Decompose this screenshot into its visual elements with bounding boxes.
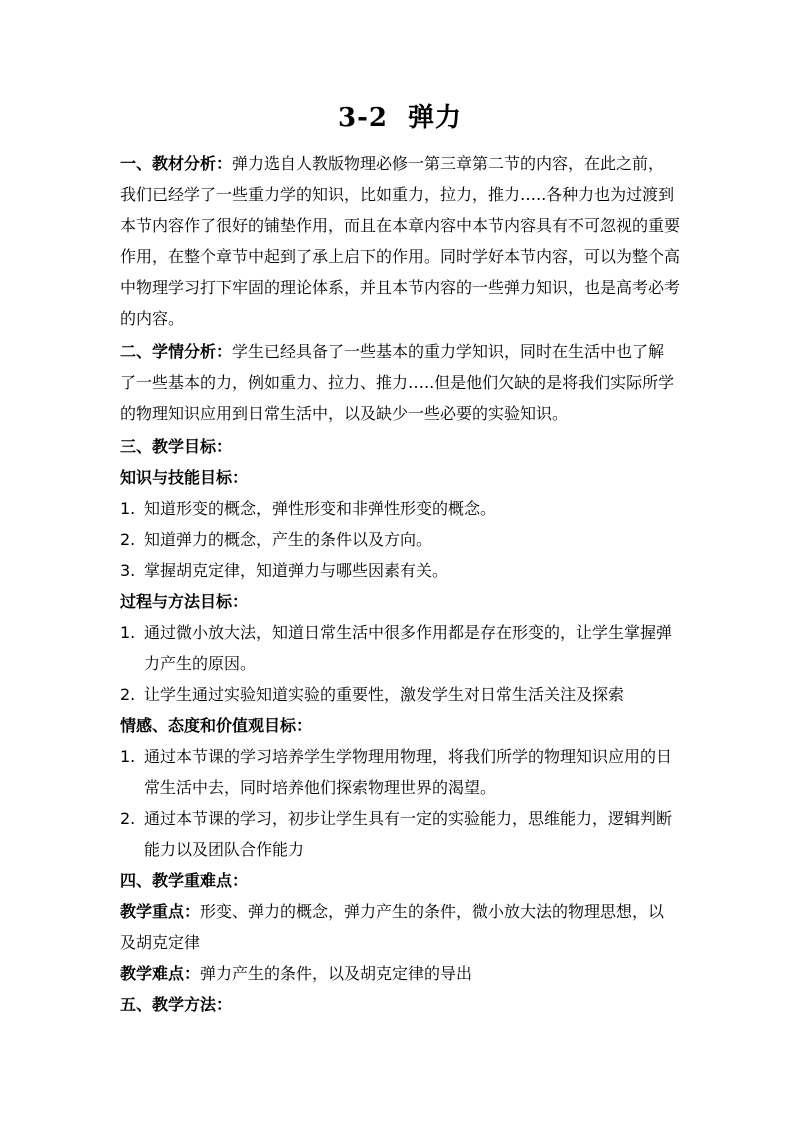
item-number: 2. [120, 685, 136, 704]
document-page [120, 100, 680, 1020]
emotion-goals-list [120, 741, 680, 865]
item-number: 1. [120, 623, 136, 642]
item-number: 1. [120, 499, 136, 518]
list-item [120, 741, 680, 803]
section-text: 弹力选自人教版物理必修一第三章第二节的内容，在此之前，我们已经学了一些重力学的知识，比如重力，拉力，推力…..各种力也为过渡到本节内容作了很好的铺垫作用，而且在本章内容中本节内容具有不可忽视的重要作用，在整个章节中起到了承上启下的作用。同时学好本节内容，可以为整个高中物理学习打下牢固的理论体系，并且本节内容的一些弹力知识，也是高考必考的内容。 [120, 154, 681, 328]
key-label: 教学重点： [120, 902, 201, 921]
section-textbook-analysis [120, 148, 680, 334]
section-text: 学生已经具备了一些基本的重力学知识，同时在生活中也了解了一些基本的力，例如重力、拉力、推力…..但是他们欠缺的是将我们实际所学的物理知识应用到日常生活中，以及缺少一些必要的实验知识。 [120, 342, 675, 423]
difficulty-label: 教学难点： [120, 964, 201, 983]
item-text: 通过本节课的学习，初步让学生具有一定的实验能力，思维能力，逻辑判断能力以及团队合作能力 [144, 809, 673, 859]
item-text: 知道弹力的概念，产生的条件以及方向。 [144, 530, 433, 549]
teaching-key-points [120, 896, 680, 958]
knowledge-goals-list [120, 493, 680, 586]
list-item [120, 555, 680, 586]
item-text: 知道形变的概念，弹性形变和非弹性形变的概念。 [144, 499, 497, 518]
item-number: 2. [120, 530, 136, 549]
process-goals-heading: 过程与方法目标： [120, 592, 249, 611]
item-number: 2. [120, 809, 136, 828]
process-goals-list [120, 617, 680, 710]
section-label: 二、学情分析： [120, 342, 233, 361]
section-label: 一、教材分析： [120, 154, 233, 173]
section-teaching-methods-heading: 五、教学方法： [120, 995, 233, 1014]
list-item [120, 493, 680, 524]
list-item [120, 617, 680, 679]
emotion-goals-heading: 情感、态度和价值观目标： [120, 716, 313, 735]
item-number: 1. [120, 747, 136, 766]
knowledge-goals-heading: 知识与技能目标： [120, 468, 249, 487]
section-student-analysis [120, 336, 680, 429]
key-text: 形变、弹力的概念，弹力产生的条件，微小放大法的物理思想，以及胡克定律 [120, 902, 665, 952]
section-teaching-goals-heading: 三、教学目标： [120, 437, 233, 456]
item-text: 让学生通过实验知道实验的重要性，激发学生对日常生活关注及探索 [144, 685, 625, 704]
document-title [120, 100, 680, 136]
title-number: 3-2 [338, 103, 388, 133]
item-number: 3. [120, 561, 136, 580]
teaching-difficulties [120, 958, 680, 989]
section-key-difficult-heading: 四、教学重难点： [120, 871, 249, 890]
list-item [120, 803, 680, 865]
item-text: 通过本节课的学习培养学生学物理用物理，将我们所学的物理知识应用的日常生活中去，同时培养他们探索物理世界的渴望。 [144, 747, 673, 797]
difficulty-text: 弹力产生的条件，以及胡克定律的导出 [200, 964, 473, 983]
item-text: 掌握胡克定律，知道弹力与哪些因素有关。 [144, 561, 449, 580]
list-item [120, 524, 680, 555]
item-text: 通过微小放大法，知道日常生活中很多作用都是存在形变的，让学生掌握弹力产生的原因。 [144, 623, 673, 673]
list-item [120, 679, 680, 710]
title-text: 弹力 [407, 103, 462, 133]
